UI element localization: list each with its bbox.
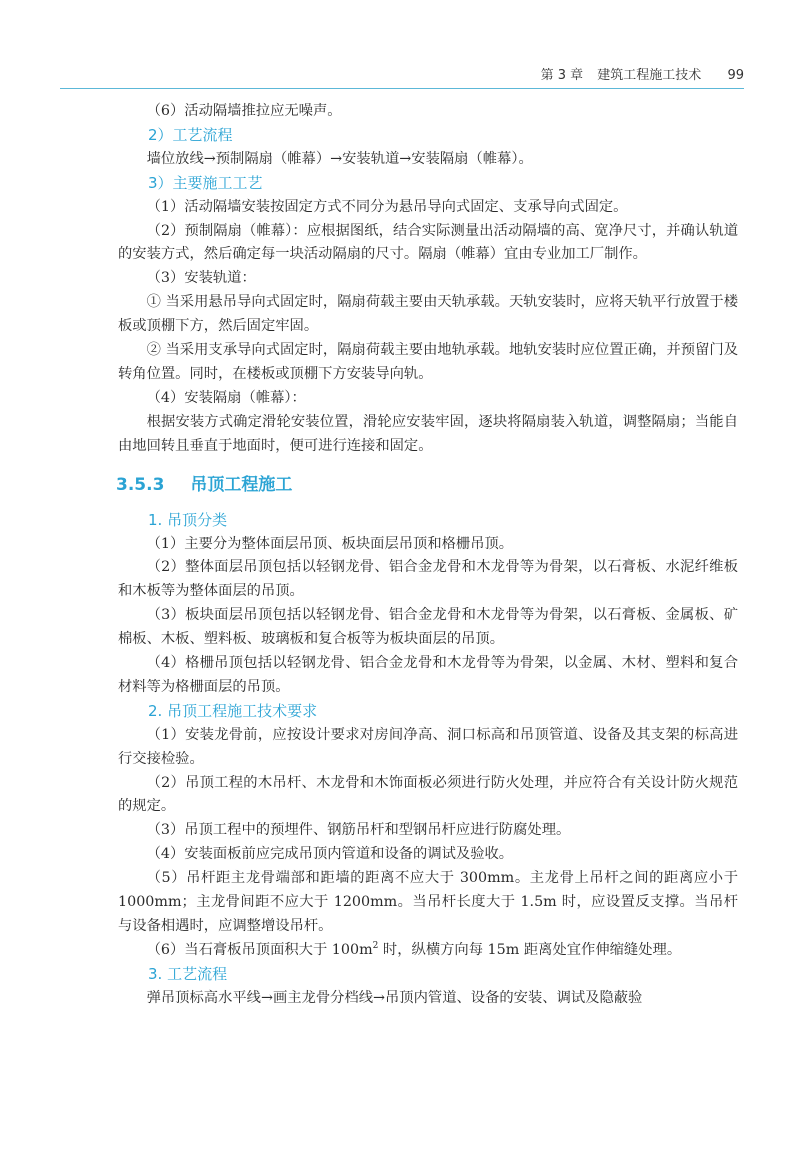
subheading-workflow: 3. 工艺流程 (148, 964, 228, 983)
paragraph: （2）整体面层吊顶包括以轻钢龙骨、铝合金龙骨和木龙骨等为骨架，以石膏板、水泥纤维板和木板等为整体面层的吊顶。 (118, 559, 738, 600)
paragraph: （6）活动隔墙推拉应无噪声。 (146, 103, 342, 119)
paragraph: 墙位放线→预制隔扇（帷幕）→安装轨道→安装隔扇（帷幕）。 (146, 150, 533, 167)
section-title: 吊顶工程施工 (190, 474, 293, 495)
paragraph: （4）安装隔扇（帷幕）： (146, 389, 306, 406)
paragraph: （4）格栅吊顶包括以轻钢龙骨、铝合金龙骨和木龙骨等为骨架，以金属、木材、塑料和复合材料等为格栅面层的吊顶。 (118, 655, 738, 695)
subheading-classification: 1. 吊顶分类 (148, 510, 228, 529)
paragraph: ① 当采用悬吊导向式固定时，隔扇荷载主要由天轨承载。天轨安装时，应将天轨平行放置于楼板或顶棚下方，然后固定牢固。 (118, 294, 738, 335)
running-head (531, 64, 744, 83)
paragraph: （5）吊杆距主龙骨端部和距墙的距离不应大于 300mm。主龙骨上吊杆之间的距离应小于 1000mm；主龙骨间距不应大于 1200mm。当吊杆长度大于 1.5m 时，应设置反支撑。当吊杆与设备相遇时，应调整增设吊杆。 (118, 870, 738, 934)
subheading-process: 2）工艺流程 (148, 125, 233, 144)
paragraph (118, 939, 738, 963)
text-run: 时，纵横方向每 15m 距离处宜作伸缩缝处理。 (378, 941, 682, 958)
paragraph: （2）预制隔扇（帷幕）：应根据图纸，结合实际测量出活动隔墙的高、宽净尺寸，并确认轨道的安装方式，然后确定每一块活动隔扇的尺寸。隔扇（帷幕）宜由专业加工厂制作。 (118, 222, 738, 263)
section-number: 3.5.3 (116, 474, 165, 495)
paragraph: （3）板块面层吊顶包括以轻钢龙骨、铝合金龙骨和木龙骨等为骨架，以石膏板、金属板、矿棉板、木板、塑料板、玻璃板和复合板等为板块面层的吊顶。 (118, 607, 738, 648)
paragraph: （1）安装龙骨前，应按设计要求对房间净高、洞口标高和吊顶管道、设备及其支架的标高进行交接检验。 (118, 726, 738, 767)
paragraph: 根据安装方式确定滑轮安装位置，滑轮应安装牢固，逐块将隔扇装入轨道，调整隔扇；当能自由地回转且垂直于地面时，便可进行连接和固定。 (118, 413, 738, 454)
subheading-main-process: 3）主要施工工艺 (148, 173, 263, 192)
section-heading (116, 473, 738, 497)
superscript: 2 (372, 941, 379, 952)
paragraph: （1）主要分为整体面层吊顶、板块面层吊顶和格栅吊顶。 (146, 535, 514, 552)
subheading-requirements: 2. 吊顶工程施工技术要求 (148, 701, 318, 720)
paragraph: （4）安装面板前应完成吊顶内管道和设备的调试及验收。 (146, 846, 514, 863)
page-number: 99 (727, 68, 744, 83)
chapter-number: 第 3 章 (540, 68, 584, 83)
paragraph: ② 当采用支承导向式固定时，隔扇荷载主要由地轨承载。地轨安装时应位置正确，并预留门及转角位置。同时，在楼板或顶棚下方安装导向轨。 (118, 342, 738, 382)
paragraph: （1）活动隔墙安装按固定方式不同分为悬吊导向式固定、支承导向式固定。 (146, 198, 628, 215)
paragraph: （2）吊顶工程的木吊杆、木龙骨和木饰面板必须进行防火处理，并应符合有关设计防火规范的规定。 (118, 774, 738, 815)
paragraph: （3）安装轨道： (146, 270, 256, 287)
paragraph: 弹吊顶标高水平线→画主龙骨分档线→吊顶内管道、设备的安装、调试及隐蔽验 (146, 989, 643, 1006)
page-body (118, 100, 738, 1011)
page-header (60, 58, 744, 89)
text-run: （6）当石膏板吊顶面积大于 100m (146, 941, 373, 958)
paragraph: （3）吊顶工程中的预埋件、钢筋吊杆和型钢吊杆应进行防腐处理。 (146, 822, 571, 839)
chapter-title: 建筑工程施工技术 (597, 68, 702, 83)
